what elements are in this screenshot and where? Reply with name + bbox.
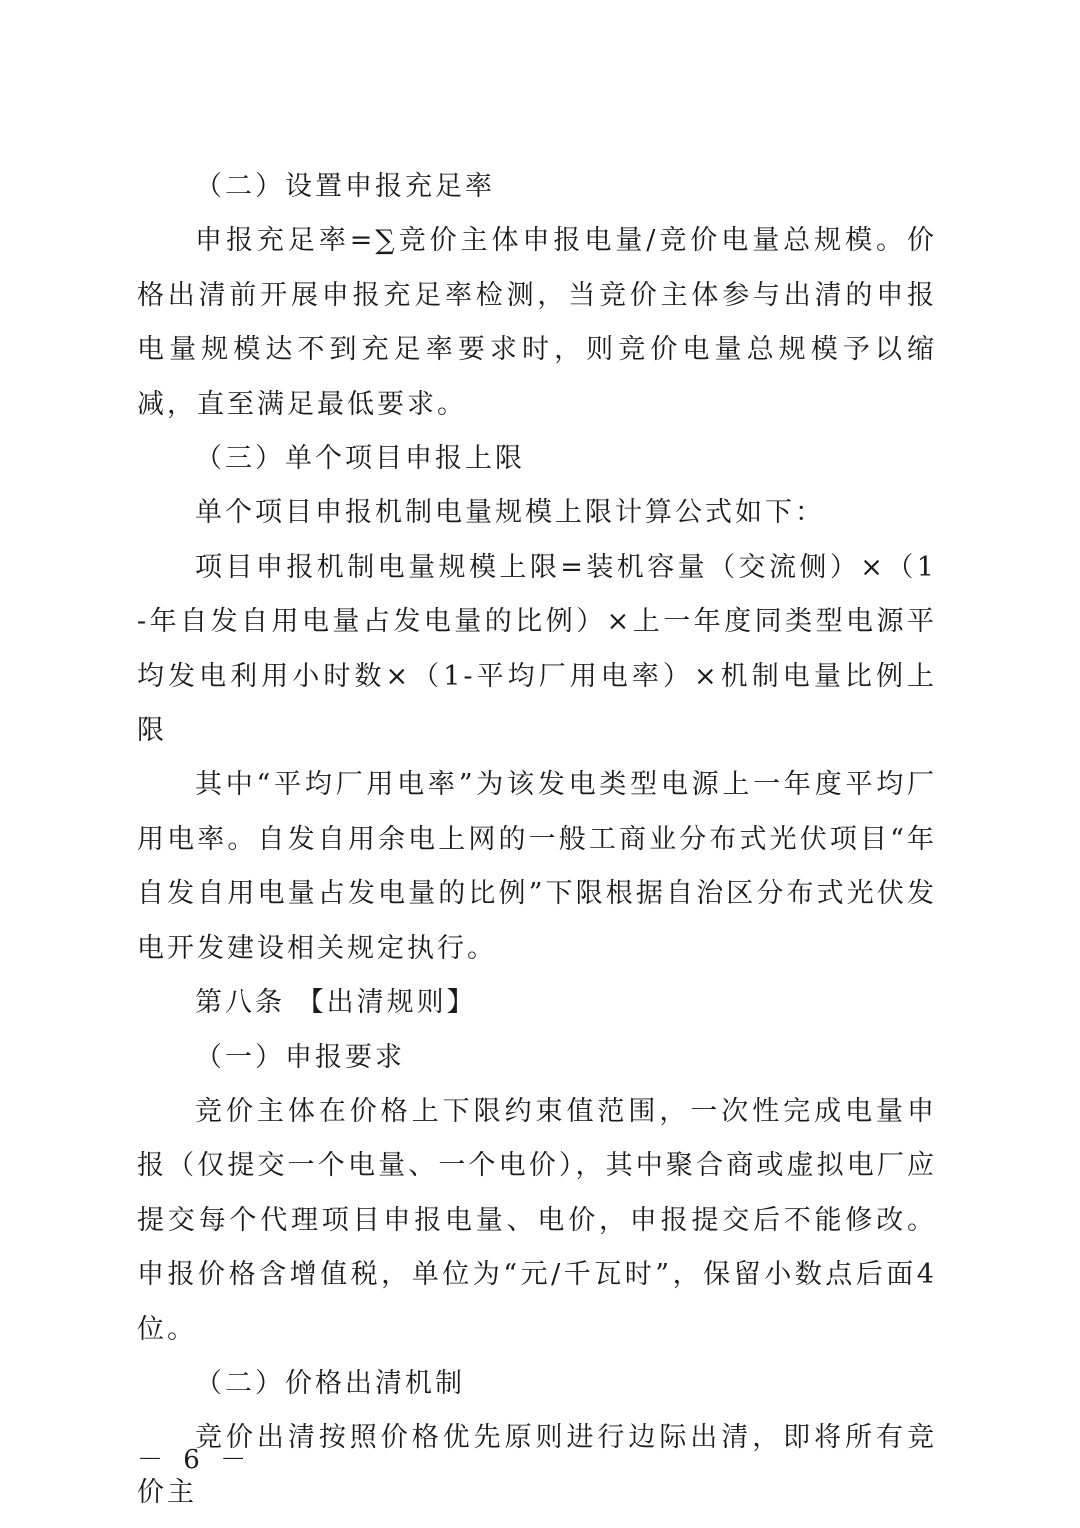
- paragraph-declaration-requirements: 竞价主体在价格上下限约束值范围，一次性完成电量申报（仅提交一个电量、一个电价），其中聚合商或虚拟电厂应提交每个代理项目申报电量、电价，申报提交后不能修改。申报价格含增值税，单位为“元/千瓦时”，保留小数点后面4位。: [137, 1095, 937, 1345]
- section-heading-project-declaration-cap: （三）单个项目申报上限: [195, 443, 525, 475]
- section-heading-declaration-adequacy-rate: （二）设置申报充足率: [195, 171, 495, 202]
- article-heading-clearing-rules: 第八条 【出清规则】: [195, 987, 477, 1019]
- paragraph-plant-use-rate-note: 其中“平均厂用电率”为该发电类型电源上一年度平均厂用电率。自发自用余电上网的一般工商业分布式光伏项目“年自发自用电量占发电量的比例”下限根据自治区分布式光伏发电开发建设相关规定执行。: [137, 769, 937, 964]
- page-number: － 6 －: [137, 1445, 253, 1475]
- paragraph-cap-formula-intro: 单个项目申报机制电量规模上限计算公式如下：: [195, 497, 825, 529]
- section-heading-price-clearing-mechanism: （二）价格出清机制: [195, 1367, 465, 1399]
- section-heading-declaration-requirements: （一）申报要求: [195, 1041, 405, 1073]
- paragraph-adequacy-rate-definition: 申报充足率=∑竞价主体申报电量/竞价电量总规模。价格出清前开展申报充足率检测，当竞价主体参与出清的申报电量规模达不到充足率要求时，则竞价电量总规模予以缩减，直至满足最低要求。: [137, 225, 937, 420]
- document-body: [137, 160, 937, 1520]
- paragraph-price-clearing-mechanism: 竞价出清按照价格优先原则进行边际出清，即将所有竞价主: [137, 1422, 937, 1508]
- paragraph-cap-formula: 项目申报机制电量规模上限=装机容量（交流侧）×（1-年自发自用电量占发电量的比例）×上一年度同类型电源平均发电利用小时数×（1-平均厂用电率）×机制电量比例上限: [137, 551, 937, 747]
